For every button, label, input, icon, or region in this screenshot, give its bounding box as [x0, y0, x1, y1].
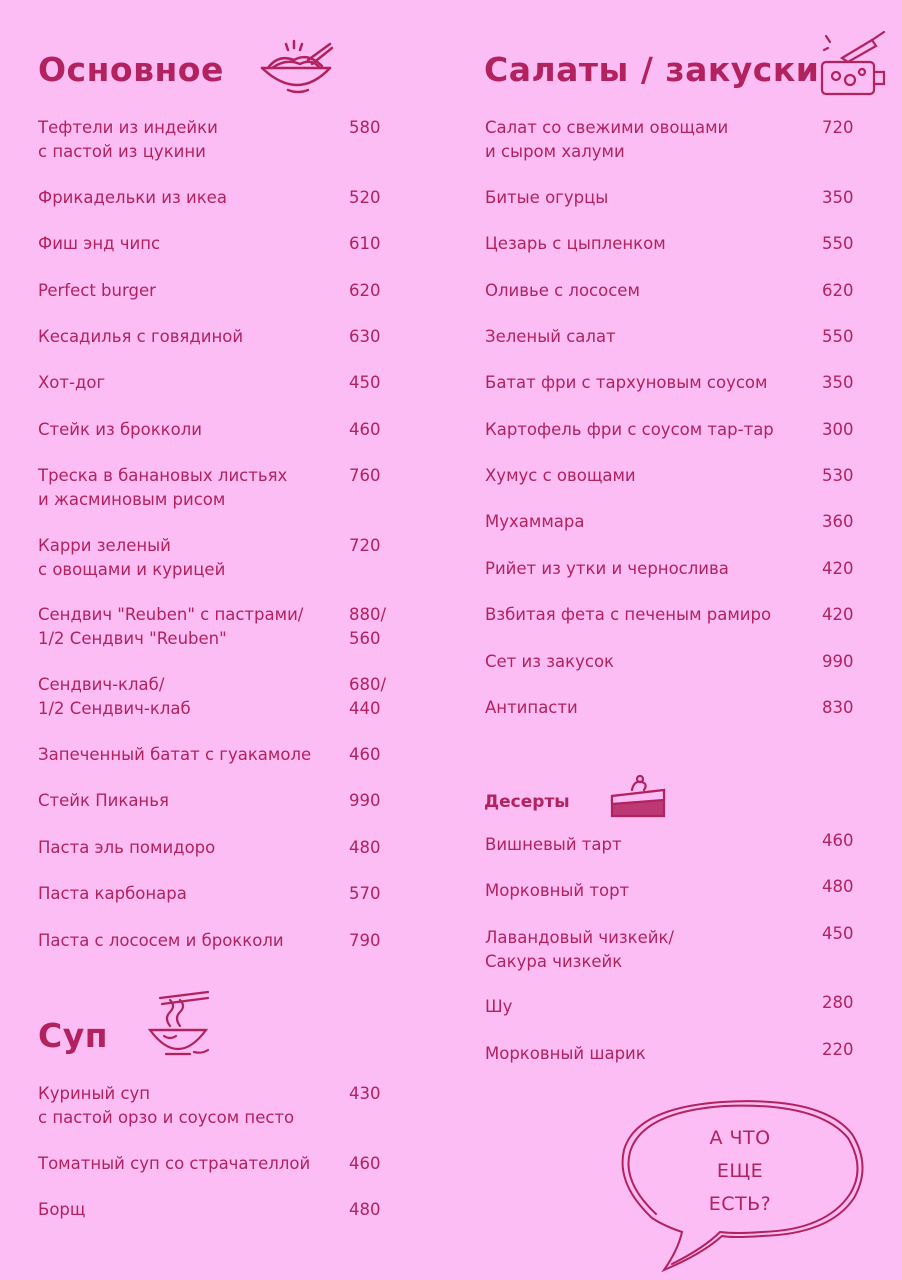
main-section-title: Основное: [38, 50, 224, 89]
item-name: Рийет из утки и чернослива: [485, 559, 729, 578]
menu-item: [38, 116, 398, 164]
item-name: Мухаммара: [485, 512, 585, 531]
item-price: 280: [822, 993, 854, 1012]
item-price: 830: [822, 698, 854, 717]
item-price: 480: [349, 1200, 381, 1219]
item-name: Лавандовый чизкейк/ Сакура чизкейк: [485, 928, 674, 971]
menu-item: [38, 464, 398, 512]
item-name: Шу: [485, 997, 513, 1016]
item-name: Паста эль помидоро: [38, 838, 216, 857]
menu-item: [38, 929, 398, 953]
menu-item: [485, 325, 865, 349]
item-price: 720: [349, 536, 381, 555]
item-price: 620: [349, 281, 381, 300]
item-price: 630: [349, 327, 381, 346]
menu-item: [485, 418, 865, 442]
item-name: Карри зеленый с овощами и курицей: [38, 536, 226, 579]
item-price: 550: [822, 327, 854, 346]
menu-item: [38, 1198, 398, 1222]
menu-item: [38, 789, 398, 813]
menu-item: [485, 650, 865, 674]
item-name: Куриный суп с пастой орзо и соусом песто: [38, 1084, 295, 1127]
menu-item: [38, 279, 398, 303]
item-name: Морковный шарик: [485, 1044, 646, 1063]
item-price: 420: [822, 559, 854, 578]
item-name: Морковный торт: [485, 881, 630, 900]
menu-item: [485, 232, 865, 256]
item-price: 350: [822, 373, 854, 392]
menu-item: [38, 232, 398, 256]
item-name: Запеченный батат с гуакамоле: [38, 745, 312, 764]
item-price: 460: [349, 420, 381, 439]
item-name: Битые огурцы: [485, 188, 609, 207]
menu-item: [38, 743, 398, 767]
soup-section-title: Суп: [38, 1016, 109, 1055]
item-price: 790: [349, 931, 381, 950]
item-name: Батат фри с тархуновым соусом: [485, 373, 768, 392]
menu-item: [38, 836, 398, 860]
item-price: 430: [349, 1084, 381, 1103]
item-price: 720: [822, 118, 854, 137]
cutting-board-icon: [816, 28, 890, 100]
item-name: Тефтели из индейки с пастой из цукини: [38, 118, 218, 161]
menu-item: [38, 371, 398, 395]
item-price: 680/ 440: [349, 675, 387, 718]
item-name: Кесадилья с говядиной: [38, 327, 244, 346]
item-price: 350: [822, 188, 854, 207]
item-price: 420: [822, 605, 854, 624]
menu-item: [38, 186, 398, 210]
menu-item: [38, 418, 398, 442]
item-name: Фиш энд чипс: [38, 234, 161, 253]
menu-item: [38, 534, 398, 582]
item-name: Сендвич-клаб/ 1/2 Сендвич-клаб: [38, 675, 191, 718]
menu-item: [485, 696, 865, 720]
item-name: Паста карбонара: [38, 884, 187, 903]
item-price: 520: [349, 188, 381, 207]
item-price: 480: [349, 838, 381, 857]
item-name: Зеленый салат: [485, 327, 616, 346]
menu-item: [485, 926, 865, 974]
item-price: 990: [349, 791, 381, 810]
item-price: 550: [822, 234, 854, 253]
menu-item: [485, 464, 865, 488]
menu-item: [38, 325, 398, 349]
item-price: 450: [349, 373, 381, 392]
item-name: Паста с лососем и брокколи: [38, 931, 284, 950]
item-name: Борщ: [38, 1200, 86, 1219]
menu-item: [38, 673, 398, 721]
item-price: 880/ 560: [349, 605, 387, 648]
menu-item: [485, 510, 865, 534]
item-price: 300: [822, 420, 854, 439]
item-name: Хумус с овощами: [485, 466, 636, 485]
item-name: Антипасти: [485, 698, 578, 717]
menu-item: [485, 995, 865, 1019]
menu-item: [485, 1042, 865, 1066]
salad-section-title: Салаты / закуски: [484, 50, 820, 89]
item-price: 460: [349, 1154, 381, 1173]
dessert-section-title: Десерты: [484, 792, 570, 812]
item-name: Треска в банановых листьях и жасминовым рисом: [38, 466, 288, 509]
item-price: 530: [822, 466, 854, 485]
menu-item: [485, 557, 865, 581]
item-name: Томатный суп со страчателлой: [38, 1154, 311, 1173]
item-price: 460: [822, 831, 854, 850]
item-name: Цезарь с цыпленком: [485, 234, 666, 253]
item-name: Картофель фри с соусом тар-тар: [485, 420, 774, 439]
menu-item: [485, 603, 865, 627]
noodle-bowl-icon: [258, 38, 338, 98]
item-name: Стейк из брокколи: [38, 420, 203, 439]
item-name: Оливье с лососем: [485, 281, 640, 300]
item-name: Сендвич "Reuben" с пастрами/ 1/2 Сендвич "Reuben": [38, 605, 304, 648]
menu-item: [38, 1152, 398, 1176]
item-price: 620: [822, 281, 854, 300]
item-price: 580: [349, 118, 381, 137]
item-price: 570: [349, 884, 381, 903]
item-name: Фрикадельки из икеа: [38, 188, 227, 207]
item-price: 450: [822, 924, 854, 943]
item-price: 760: [349, 466, 381, 485]
menu-item: [485, 371, 865, 395]
cake-slice-icon: [608, 770, 670, 822]
item-name: Хот-дог: [38, 373, 106, 392]
item-name: Сет из закусок: [485, 652, 615, 671]
item-price: 220: [822, 1040, 854, 1059]
item-name: Салат со свежими овощами и сыром халуми: [485, 118, 729, 161]
menu-item: [485, 186, 865, 210]
menu-item: [485, 879, 865, 903]
item-price: 360: [822, 512, 854, 531]
item-price: 480: [822, 877, 854, 896]
item-name: Стейк Пиканья: [38, 791, 169, 810]
item-name: Вишневый тарт: [485, 835, 622, 854]
menu-item: [38, 1082, 398, 1130]
item-name: Взбитая фета с печеным рамиро: [485, 605, 772, 624]
item-price: 990: [822, 652, 854, 671]
speech-bubble-text: А ЧТО ЕЩЕ ЕСТЬ?: [708, 1127, 772, 1215]
menu-item: [485, 116, 865, 164]
soup-bowl-icon: [146, 988, 212, 1064]
item-price: 460: [349, 745, 381, 764]
menu-item: [485, 279, 865, 303]
item-price: 610: [349, 234, 381, 253]
menu-item: [38, 603, 398, 651]
menu-item: [38, 882, 398, 906]
menu-item: [485, 833, 865, 857]
item-name: Perfect burger: [38, 281, 156, 300]
